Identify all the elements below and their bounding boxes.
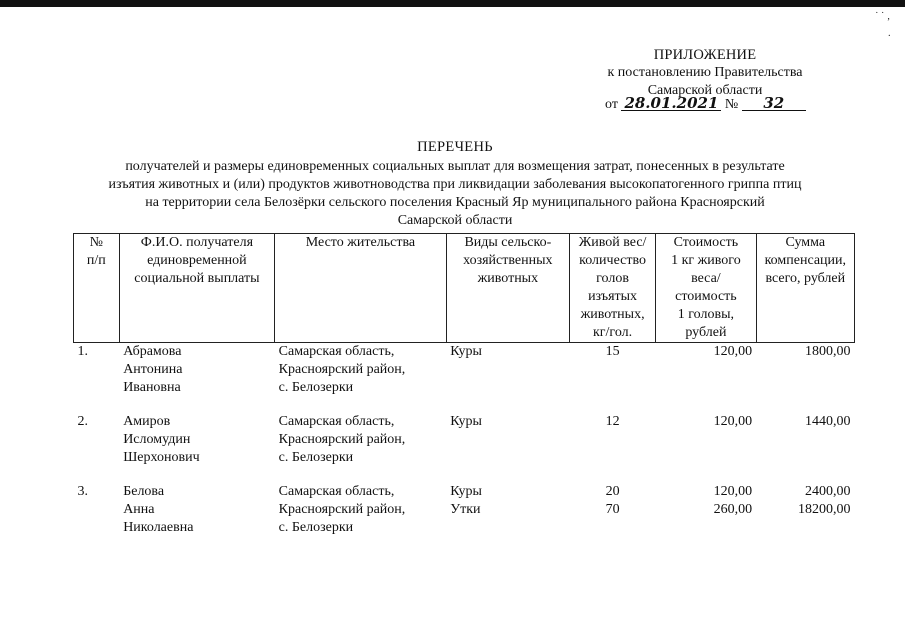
header-animal-types (446, 234, 569, 343)
cell-text-line: Николаевна (123, 520, 194, 535)
decree-date-line (605, 96, 806, 113)
appendix-heading: ПРИЛОЖЕНИЕ (653, 47, 757, 63)
cell-text-line: 2400,00 (805, 484, 851, 499)
table-row (74, 483, 855, 553)
cell-number (74, 483, 120, 553)
cell-text-line: Шерхонович (123, 450, 200, 465)
header-residence (275, 234, 447, 343)
header-text-line: Стоимость (673, 235, 739, 250)
cell-text-line: Красноярский район, (278, 362, 406, 377)
recipients-table (73, 233, 855, 553)
cell-residence (275, 413, 447, 483)
header-text-line: Сумма (785, 235, 826, 250)
header-text-line: кг/гол. (593, 325, 633, 340)
table-header-row (74, 234, 855, 343)
cell-text-line: 15 (605, 344, 620, 359)
header-text-line: единовременной (147, 253, 247, 268)
cell-text-line: 3. (77, 484, 88, 499)
scan-specks: ˙ ˙ ‚ · (875, 11, 891, 42)
cell-text-line: Исломудин (123, 432, 191, 447)
cell-total-compensation (756, 413, 854, 483)
cell-text-line: Абрамова (123, 344, 182, 359)
cell-text-line: 12 (605, 414, 620, 429)
cell-text-line: Утки (450, 502, 481, 517)
header-text-line: Ф.И.О. получателя (140, 235, 254, 250)
cell-text-line: 260,00 (713, 502, 753, 517)
cell-weight-count (569, 343, 655, 414)
header-number (74, 234, 120, 343)
cell-text-line: Анна (123, 502, 155, 517)
header-text-line: веса/ (691, 271, 721, 286)
header-text-line: социальной выплаты (134, 271, 260, 286)
cell-text-line: Куры (450, 344, 482, 359)
cell-text-line: 1440,00 (805, 414, 851, 429)
cell-total-compensation (756, 483, 854, 553)
cell-unit-cost (656, 483, 756, 553)
header-text-line: компенсации, (764, 253, 847, 268)
cell-animal-types (446, 413, 569, 483)
header-text-line: голов (596, 271, 629, 286)
cell-text-line: Красноярский район, (278, 502, 406, 517)
document-title-block (40, 138, 870, 230)
appendix-line-2: Самарской области (647, 83, 763, 98)
cell-text-line: 120,00 (713, 414, 753, 429)
cell-unit-cost (656, 343, 756, 414)
cell-total-compensation (756, 343, 854, 414)
cell-text-line: Самарская область, (278, 484, 395, 499)
number-prefix: № (724, 97, 739, 112)
header-text-line: п/п (86, 253, 106, 268)
table-body (74, 343, 855, 554)
header-total-compensation (756, 234, 854, 343)
document-title: ПЕРЕЧЕНЬ (417, 139, 493, 155)
cell-full-name (119, 483, 274, 553)
cell-text-line: Самарская область, (278, 344, 395, 359)
document-subtitle-line: Самарской области (397, 213, 513, 228)
scan-top-border (0, 0, 905, 7)
cell-text-line: Амиров (123, 414, 171, 429)
cell-number (74, 343, 120, 414)
cell-text-line: с. Белозерки (278, 520, 354, 535)
appendix-block (560, 46, 850, 100)
cell-text-line: 20 (605, 484, 620, 499)
table-row (74, 343, 855, 414)
cell-text-line: Самарская область, (278, 414, 395, 429)
cell-weight-count (569, 413, 655, 483)
header-text-line: рублей (685, 325, 727, 340)
cell-unit-cost (656, 413, 756, 483)
header-text-line: животных (477, 271, 539, 286)
cell-full-name (119, 413, 274, 483)
cell-text-line: 70 (605, 502, 620, 517)
cell-text-line: Красноярский район, (278, 432, 406, 447)
cell-text-line: 18200,00 (798, 502, 851, 517)
cell-text-line: Куры (450, 484, 482, 499)
handwritten-date: 28.01.2021 (621, 96, 721, 111)
header-text-line: всего, рублей (765, 271, 846, 286)
header-text-line: 1 головы, (677, 307, 734, 322)
cell-weight-count (569, 483, 655, 553)
cell-text-line: 1. (77, 344, 88, 359)
cell-text-line: 120,00 (713, 484, 753, 499)
cell-text-line: Ивановна (123, 380, 181, 395)
cell-number (74, 413, 120, 483)
header-text-line: стоимость (675, 289, 737, 304)
header-text-line: хозяйственных (463, 253, 553, 268)
cell-text-line: Антонина (123, 362, 183, 377)
header-text-line: Виды сельско- (464, 235, 552, 250)
cell-text-line: с. Белозерки (278, 450, 354, 465)
document-subtitle-line: изъятия животных и (или) продуктов животноводства при ликвидации заболевания высокопатогенного гриппа птиц (108, 177, 802, 192)
cell-text-line: 120,00 (713, 344, 753, 359)
cell-text-line: с. Белозерки (278, 380, 354, 395)
cell-residence (275, 343, 447, 414)
cell-residence (275, 483, 447, 553)
cell-full-name (119, 343, 274, 414)
header-text-line: 1 кг живого (671, 253, 741, 268)
cell-text-line: 1800,00 (805, 344, 851, 359)
appendix-line-1: к постановлению Правительства (607, 65, 803, 80)
header-text-line: Место жительства (305, 235, 416, 250)
cell-text-line: Белова (123, 484, 165, 499)
header-text-line: животных, (580, 307, 645, 322)
table-row (74, 413, 855, 483)
document-subtitle-line: получателей и размеры единовременных социальных выплат для возмещения затрат, понесенных в результате (125, 159, 785, 174)
header-unit-cost (656, 234, 756, 343)
date-prefix: от (605, 97, 618, 112)
cell-animal-types (446, 343, 569, 414)
document-subtitle-line: на территории села Белозёрки сельского поселения Красный Яр муниципального района Красноярский (145, 195, 765, 210)
header-text-line: количество (579, 253, 646, 268)
handwritten-number: 32 (742, 96, 806, 111)
cell-text-line: 2. (77, 414, 88, 429)
header-weight-count (569, 234, 655, 343)
header-text-line: № (89, 235, 104, 250)
cell-text-line: Куры (450, 414, 482, 429)
cell-animal-types (446, 483, 569, 553)
header-full-name (119, 234, 274, 343)
header-text-line: изъятых (588, 289, 638, 304)
header-text-line: Живой вес/ (578, 235, 647, 250)
